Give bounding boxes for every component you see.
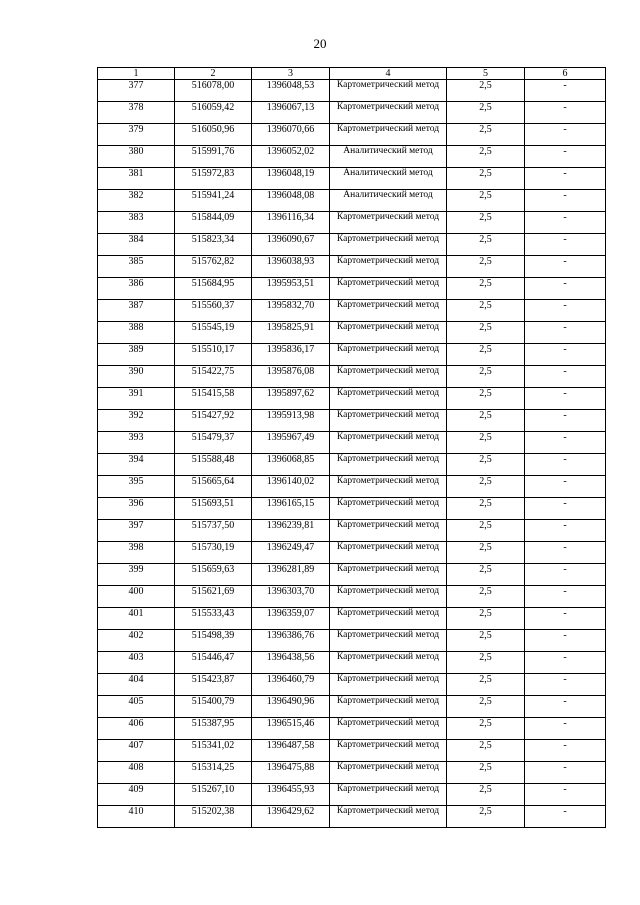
y-coordinate-cell: 1395953,51: [252, 278, 330, 300]
accuracy-cell: 2,5: [447, 256, 525, 278]
accuracy-cell: 2,5: [447, 80, 525, 102]
point-number-cell: 398: [98, 542, 175, 564]
accuracy-cell: 2,5: [447, 520, 525, 542]
table-row: [98, 630, 606, 652]
note-cell: -: [525, 762, 606, 784]
point-number-cell: 379: [98, 124, 175, 146]
table-row: [98, 784, 606, 806]
point-number-cell: 383: [98, 212, 175, 234]
note-cell: -: [525, 542, 606, 564]
point-number-cell: 382: [98, 190, 175, 212]
note-cell: -: [525, 410, 606, 432]
table-header-row: [98, 68, 606, 80]
accuracy-cell: 2,5: [447, 234, 525, 256]
note-cell: -: [525, 300, 606, 322]
method-cell: Картометрический метод: [330, 762, 447, 784]
y-coordinate-cell: 1396048,08: [252, 190, 330, 212]
note-cell: -: [525, 718, 606, 740]
x-coordinate-cell: 515972,83: [175, 168, 252, 190]
method-cell: Аналитический метод: [330, 146, 447, 168]
y-coordinate-cell: 1396048,53: [252, 80, 330, 102]
y-coordinate-cell: 1396090,67: [252, 234, 330, 256]
point-number-cell: 385: [98, 256, 175, 278]
point-number-cell: 396: [98, 498, 175, 520]
y-coordinate-cell: 1395825,91: [252, 322, 330, 344]
x-coordinate-cell: 515422,75: [175, 366, 252, 388]
point-number-cell: 401: [98, 608, 175, 630]
point-number-cell: 408: [98, 762, 175, 784]
point-number-cell: 409: [98, 784, 175, 806]
x-coordinate-cell: 515400,79: [175, 696, 252, 718]
method-cell: Картометрический метод: [330, 212, 447, 234]
x-coordinate-cell: 515415,58: [175, 388, 252, 410]
note-cell: -: [525, 256, 606, 278]
x-coordinate-cell: 515762,82: [175, 256, 252, 278]
table-row: [98, 234, 606, 256]
table-row: [98, 740, 606, 762]
accuracy-cell: 2,5: [447, 410, 525, 432]
accuracy-cell: 2,5: [447, 300, 525, 322]
table-row: [98, 410, 606, 432]
accuracy-cell: 2,5: [447, 498, 525, 520]
point-number-cell: 406: [98, 718, 175, 740]
accuracy-cell: 2,5: [447, 806, 525, 828]
note-cell: -: [525, 630, 606, 652]
x-coordinate-cell: 515844,09: [175, 212, 252, 234]
y-coordinate-cell: 1396249,47: [252, 542, 330, 564]
column-header: 1: [98, 68, 175, 80]
y-coordinate-cell: 1396116,34: [252, 212, 330, 234]
method-cell: Картометрический метод: [330, 784, 447, 806]
method-cell: Картометрический метод: [330, 498, 447, 520]
x-coordinate-cell: 515941,24: [175, 190, 252, 212]
method-cell: Картометрический метод: [330, 102, 447, 124]
table-row: [98, 212, 606, 234]
method-cell: Картометрический метод: [330, 234, 447, 256]
x-coordinate-cell: 515479,37: [175, 432, 252, 454]
accuracy-cell: 2,5: [447, 740, 525, 762]
table-row: [98, 300, 606, 322]
method-cell: Картометрический метод: [330, 388, 447, 410]
y-coordinate-cell: 1395897,62: [252, 388, 330, 410]
accuracy-cell: 2,5: [447, 454, 525, 476]
table-row: [98, 806, 606, 828]
y-coordinate-cell: 1396239,81: [252, 520, 330, 542]
point-number-cell: 390: [98, 366, 175, 388]
method-cell: Картометрический метод: [330, 696, 447, 718]
method-cell: Картометрический метод: [330, 300, 447, 322]
x-coordinate-cell: 515423,87: [175, 674, 252, 696]
x-coordinate-cell: 515446,47: [175, 652, 252, 674]
note-cell: -: [525, 168, 606, 190]
accuracy-cell: 2,5: [447, 212, 525, 234]
point-number-cell: 407: [98, 740, 175, 762]
point-number-cell: 386: [98, 278, 175, 300]
note-cell: -: [525, 80, 606, 102]
y-coordinate-cell: 1396068,85: [252, 454, 330, 476]
method-cell: Картометрический метод: [330, 652, 447, 674]
method-cell: Картометрический метод: [330, 564, 447, 586]
table-row: [98, 102, 606, 124]
accuracy-cell: 2,5: [447, 146, 525, 168]
accuracy-cell: 2,5: [447, 476, 525, 498]
table-row: [98, 80, 606, 102]
x-coordinate-cell: 515588,48: [175, 454, 252, 476]
x-coordinate-cell: 515202,38: [175, 806, 252, 828]
note-cell: -: [525, 806, 606, 828]
point-number-cell: 405: [98, 696, 175, 718]
accuracy-cell: 2,5: [447, 696, 525, 718]
accuracy-cell: 2,5: [447, 278, 525, 300]
x-coordinate-cell: 515991,76: [175, 146, 252, 168]
method-cell: Картометрический метод: [330, 124, 447, 146]
note-cell: -: [525, 586, 606, 608]
method-cell: Картометрический метод: [330, 256, 447, 278]
y-coordinate-cell: 1395876,08: [252, 366, 330, 388]
y-coordinate-cell: 1396359,07: [252, 608, 330, 630]
method-cell: Картометрический метод: [330, 630, 447, 652]
method-cell: Картометрический метод: [330, 740, 447, 762]
table-row: [98, 586, 606, 608]
point-number-cell: 394: [98, 454, 175, 476]
y-coordinate-cell: 1396455,93: [252, 784, 330, 806]
y-coordinate-cell: 1396438,56: [252, 652, 330, 674]
table-row: [98, 696, 606, 718]
table-row: [98, 278, 606, 300]
table-row: [98, 608, 606, 630]
x-coordinate-cell: 515314,25: [175, 762, 252, 784]
point-number-cell: 392: [98, 410, 175, 432]
accuracy-cell: 2,5: [447, 784, 525, 806]
accuracy-cell: 2,5: [447, 630, 525, 652]
table-row: [98, 652, 606, 674]
point-number-cell: 378: [98, 102, 175, 124]
accuracy-cell: 2,5: [447, 432, 525, 454]
y-coordinate-cell: 1396429,62: [252, 806, 330, 828]
note-cell: -: [525, 454, 606, 476]
point-number-cell: 380: [98, 146, 175, 168]
accuracy-cell: 2,5: [447, 322, 525, 344]
y-coordinate-cell: 1396475,88: [252, 762, 330, 784]
page-number: 20: [313, 36, 327, 51]
method-cell: Аналитический метод: [330, 190, 447, 212]
note-cell: -: [525, 696, 606, 718]
table-row: [98, 674, 606, 696]
method-cell: Картометрический метод: [330, 344, 447, 366]
table-row: [98, 542, 606, 564]
method-cell: Картометрический метод: [330, 586, 447, 608]
column-header: 2: [175, 68, 252, 80]
x-coordinate-cell: 515684,95: [175, 278, 252, 300]
point-number-cell: 391: [98, 388, 175, 410]
method-cell: Картометрический метод: [330, 476, 447, 498]
y-coordinate-cell: 1396386,76: [252, 630, 330, 652]
point-number-cell: 377: [98, 80, 175, 102]
method-cell: Картометрический метод: [330, 542, 447, 564]
table-row: [98, 124, 606, 146]
x-coordinate-cell: 515498,39: [175, 630, 252, 652]
point-number-cell: 402: [98, 630, 175, 652]
x-coordinate-cell: 515427,92: [175, 410, 252, 432]
y-coordinate-cell: 1395913,98: [252, 410, 330, 432]
table-body: [98, 80, 606, 828]
table-row: [98, 190, 606, 212]
point-number-cell: 389: [98, 344, 175, 366]
accuracy-cell: 2,5: [447, 124, 525, 146]
accuracy-cell: 2,5: [447, 366, 525, 388]
note-cell: -: [525, 476, 606, 498]
method-cell: Картометрический метод: [330, 520, 447, 542]
note-cell: -: [525, 498, 606, 520]
column-header: 6: [525, 68, 606, 80]
table-row: [98, 762, 606, 784]
table-row: [98, 718, 606, 740]
y-coordinate-cell: 1396487,58: [252, 740, 330, 762]
accuracy-cell: 2,5: [447, 168, 525, 190]
note-cell: -: [525, 278, 606, 300]
x-coordinate-cell: 515533,43: [175, 608, 252, 630]
x-coordinate-cell: 516078,00: [175, 80, 252, 102]
x-coordinate-cell: 515621,69: [175, 586, 252, 608]
table-row: [98, 344, 606, 366]
column-header: 5: [447, 68, 525, 80]
x-coordinate-cell: 515341,02: [175, 740, 252, 762]
table-row: [98, 322, 606, 344]
table-row: [98, 454, 606, 476]
y-coordinate-cell: 1395967,49: [252, 432, 330, 454]
x-coordinate-cell: 515665,64: [175, 476, 252, 498]
note-cell: -: [525, 366, 606, 388]
point-number-cell: 397: [98, 520, 175, 542]
table-row: [98, 432, 606, 454]
method-cell: Картометрический метод: [330, 454, 447, 476]
coordinates-table: [97, 67, 606, 828]
y-coordinate-cell: 1396038,93: [252, 256, 330, 278]
method-cell: Картометрический метод: [330, 366, 447, 388]
accuracy-cell: 2,5: [447, 652, 525, 674]
method-cell: Аналитический метод: [330, 168, 447, 190]
method-cell: Картометрический метод: [330, 806, 447, 828]
accuracy-cell: 2,5: [447, 762, 525, 784]
note-cell: -: [525, 102, 606, 124]
y-coordinate-cell: 1396070,66: [252, 124, 330, 146]
x-coordinate-cell: 515823,34: [175, 234, 252, 256]
column-header: 3: [252, 68, 330, 80]
y-coordinate-cell: 1396303,70: [252, 586, 330, 608]
x-coordinate-cell: 515545,19: [175, 322, 252, 344]
x-coordinate-cell: 515730,19: [175, 542, 252, 564]
accuracy-cell: 2,5: [447, 344, 525, 366]
note-cell: -: [525, 520, 606, 542]
note-cell: -: [525, 674, 606, 696]
column-header: 4: [330, 68, 447, 80]
table-row: [98, 520, 606, 542]
table-row: [98, 366, 606, 388]
table-row: [98, 476, 606, 498]
note-cell: -: [525, 212, 606, 234]
y-coordinate-cell: 1396067,13: [252, 102, 330, 124]
note-cell: -: [525, 190, 606, 212]
y-coordinate-cell: 1396515,46: [252, 718, 330, 740]
point-number-cell: 384: [98, 234, 175, 256]
method-cell: Картометрический метод: [330, 608, 447, 630]
note-cell: -: [525, 564, 606, 586]
table-row: [98, 146, 606, 168]
x-coordinate-cell: 515267,10: [175, 784, 252, 806]
point-number-cell: 395: [98, 476, 175, 498]
accuracy-cell: 2,5: [447, 564, 525, 586]
method-cell: Картометрический метод: [330, 718, 447, 740]
point-number-cell: 393: [98, 432, 175, 454]
accuracy-cell: 2,5: [447, 608, 525, 630]
point-number-cell: 399: [98, 564, 175, 586]
point-number-cell: 381: [98, 168, 175, 190]
point-number-cell: 403: [98, 652, 175, 674]
note-cell: -: [525, 740, 606, 762]
x-coordinate-cell: 515693,51: [175, 498, 252, 520]
y-coordinate-cell: 1396281,89: [252, 564, 330, 586]
y-coordinate-cell: 1396460,79: [252, 674, 330, 696]
point-number-cell: 387: [98, 300, 175, 322]
note-cell: -: [525, 124, 606, 146]
note-cell: -: [525, 388, 606, 410]
table-row: [98, 168, 606, 190]
accuracy-cell: 2,5: [447, 190, 525, 212]
x-coordinate-cell: 515387,95: [175, 718, 252, 740]
table-row: [98, 388, 606, 410]
note-cell: -: [525, 432, 606, 454]
y-coordinate-cell: 1396048,19: [252, 168, 330, 190]
x-coordinate-cell: 515560,37: [175, 300, 252, 322]
y-coordinate-cell: 1396165,15: [252, 498, 330, 520]
accuracy-cell: 2,5: [447, 388, 525, 410]
method-cell: Картометрический метод: [330, 674, 447, 696]
method-cell: Картометрический метод: [330, 432, 447, 454]
x-coordinate-cell: 515510,17: [175, 344, 252, 366]
table-row: [98, 498, 606, 520]
method-cell: Картометрический метод: [330, 410, 447, 432]
table-row: [98, 256, 606, 278]
method-cell: Картометрический метод: [330, 278, 447, 300]
note-cell: -: [525, 322, 606, 344]
method-cell: Картометрический метод: [330, 80, 447, 102]
y-coordinate-cell: 1396490,96: [252, 696, 330, 718]
y-coordinate-cell: 1395836,17: [252, 344, 330, 366]
method-cell: Картометрический метод: [330, 322, 447, 344]
note-cell: -: [525, 344, 606, 366]
point-number-cell: 400: [98, 586, 175, 608]
x-coordinate-cell: 515737,50: [175, 520, 252, 542]
y-coordinate-cell: 1396052,02: [252, 146, 330, 168]
point-number-cell: 388: [98, 322, 175, 344]
x-coordinate-cell: 515659,63: [175, 564, 252, 586]
accuracy-cell: 2,5: [447, 718, 525, 740]
point-number-cell: 404: [98, 674, 175, 696]
accuracy-cell: 2,5: [447, 674, 525, 696]
note-cell: -: [525, 234, 606, 256]
note-cell: -: [525, 608, 606, 630]
table-row: [98, 564, 606, 586]
note-cell: -: [525, 784, 606, 806]
y-coordinate-cell: 1396140,02: [252, 476, 330, 498]
x-coordinate-cell: 516059,42: [175, 102, 252, 124]
note-cell: -: [525, 146, 606, 168]
accuracy-cell: 2,5: [447, 542, 525, 564]
y-coordinate-cell: 1395832,70: [252, 300, 330, 322]
accuracy-cell: 2,5: [447, 586, 525, 608]
point-number-cell: 410: [98, 806, 175, 828]
accuracy-cell: 2,5: [447, 102, 525, 124]
note-cell: -: [525, 652, 606, 674]
x-coordinate-cell: 516050,96: [175, 124, 252, 146]
